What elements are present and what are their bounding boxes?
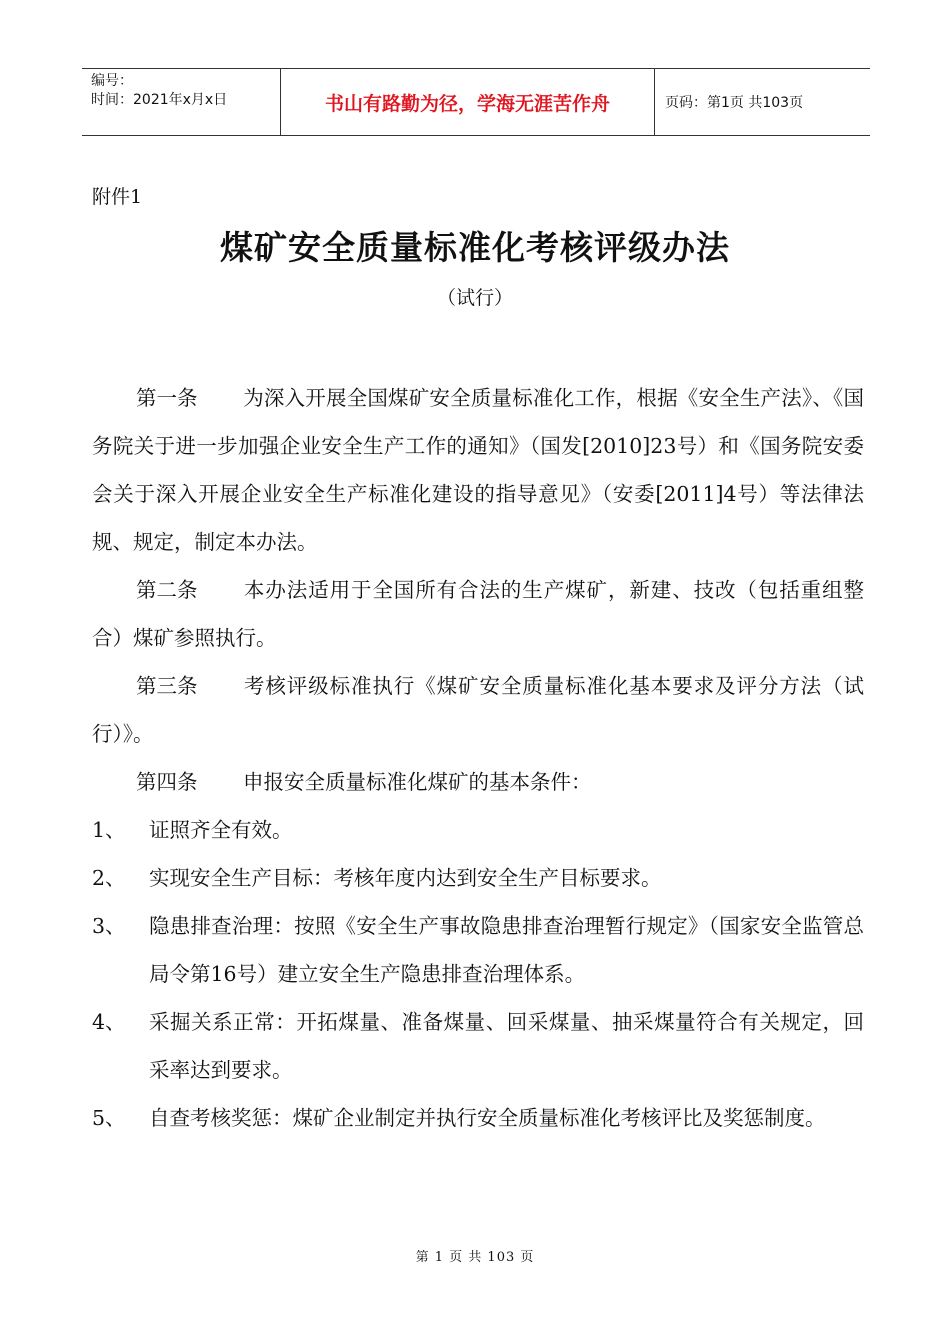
article-label: 第三条 xyxy=(136,674,198,698)
article-text: 为深入开展全国煤矿安全质量标准化工作，根据《安全生产法》、《国务院关于进一步加强企业安全生产工作的通知》（国发[2010]23号）和《国务院安委会关于深入开展企业安全生产标准化建设的指导意见》（安委[2011]4号）等法律法规、规定，制定本办法。 xyxy=(92,386,864,554)
item-number: 1、 xyxy=(92,818,126,842)
article-3 xyxy=(92,662,864,758)
article-4 xyxy=(92,758,864,806)
article-text: 考核评级标准执行《煤矿安全质量标准化基本要求及评分方法（试行）》。 xyxy=(92,674,864,746)
header-motto: 书山有路勤为径，学海无涯苦作舟 xyxy=(281,69,655,135)
list-item xyxy=(92,806,864,854)
item-number: 4、 xyxy=(92,1010,126,1034)
item-text: 实现安全生产目标：考核年度内达到安全生产目标要求。 xyxy=(149,866,662,890)
document-title: 煤矿安全质量标准化考核评级办法 xyxy=(220,228,730,267)
document-header xyxy=(82,68,870,136)
number-label: 编号： xyxy=(91,73,133,89)
header-meta xyxy=(82,69,281,135)
item-text: 证照齐全有效。 xyxy=(149,818,293,842)
item-text: 隐患排查治理：按照《安全生产事故隐患排查治理暂行规定》（国家安全监管总局令第16号）建立安全生产隐患排查治理体系。 xyxy=(149,914,864,986)
article-label: 第四条 xyxy=(136,770,198,794)
list-item xyxy=(92,998,864,1094)
attachment-label: 附件1 xyxy=(92,186,143,208)
article-2 xyxy=(92,566,864,662)
document-body xyxy=(92,374,864,1142)
article-label: 第一条 xyxy=(136,386,198,410)
header-page-info: 页码：第1页 共103页 xyxy=(665,95,804,111)
list-item xyxy=(92,902,864,998)
page-footer: 第 1 页 共 103 页 xyxy=(415,1250,535,1265)
time-label: 时间：2021年x月x日 xyxy=(91,92,228,108)
item-number: 5、 xyxy=(92,1106,126,1130)
document-subtitle: （试行） xyxy=(436,287,513,309)
item-text: 采掘关系正常：开拓煤量、准备煤量、回采煤量、抽采煤量符合有关规定，回采率达到要求。 xyxy=(149,1010,864,1082)
article-label: 第二条 xyxy=(136,578,198,602)
article-text: 本办法适用于全国所有合法的生产煤矿，新建、技改（包括重组整合）煤矿参照执行。 xyxy=(92,578,864,650)
list-item xyxy=(92,1094,864,1142)
article-1 xyxy=(92,374,864,566)
article-text: 申报安全质量标准化煤矿的基本条件： xyxy=(243,770,592,794)
item-number: 3、 xyxy=(92,914,126,938)
item-text: 自查考核奖惩：煤矿企业制定并执行安全质量标准化考核评比及奖惩制度。 xyxy=(149,1106,826,1130)
item-number: 2、 xyxy=(92,866,126,890)
list-item xyxy=(92,854,864,902)
